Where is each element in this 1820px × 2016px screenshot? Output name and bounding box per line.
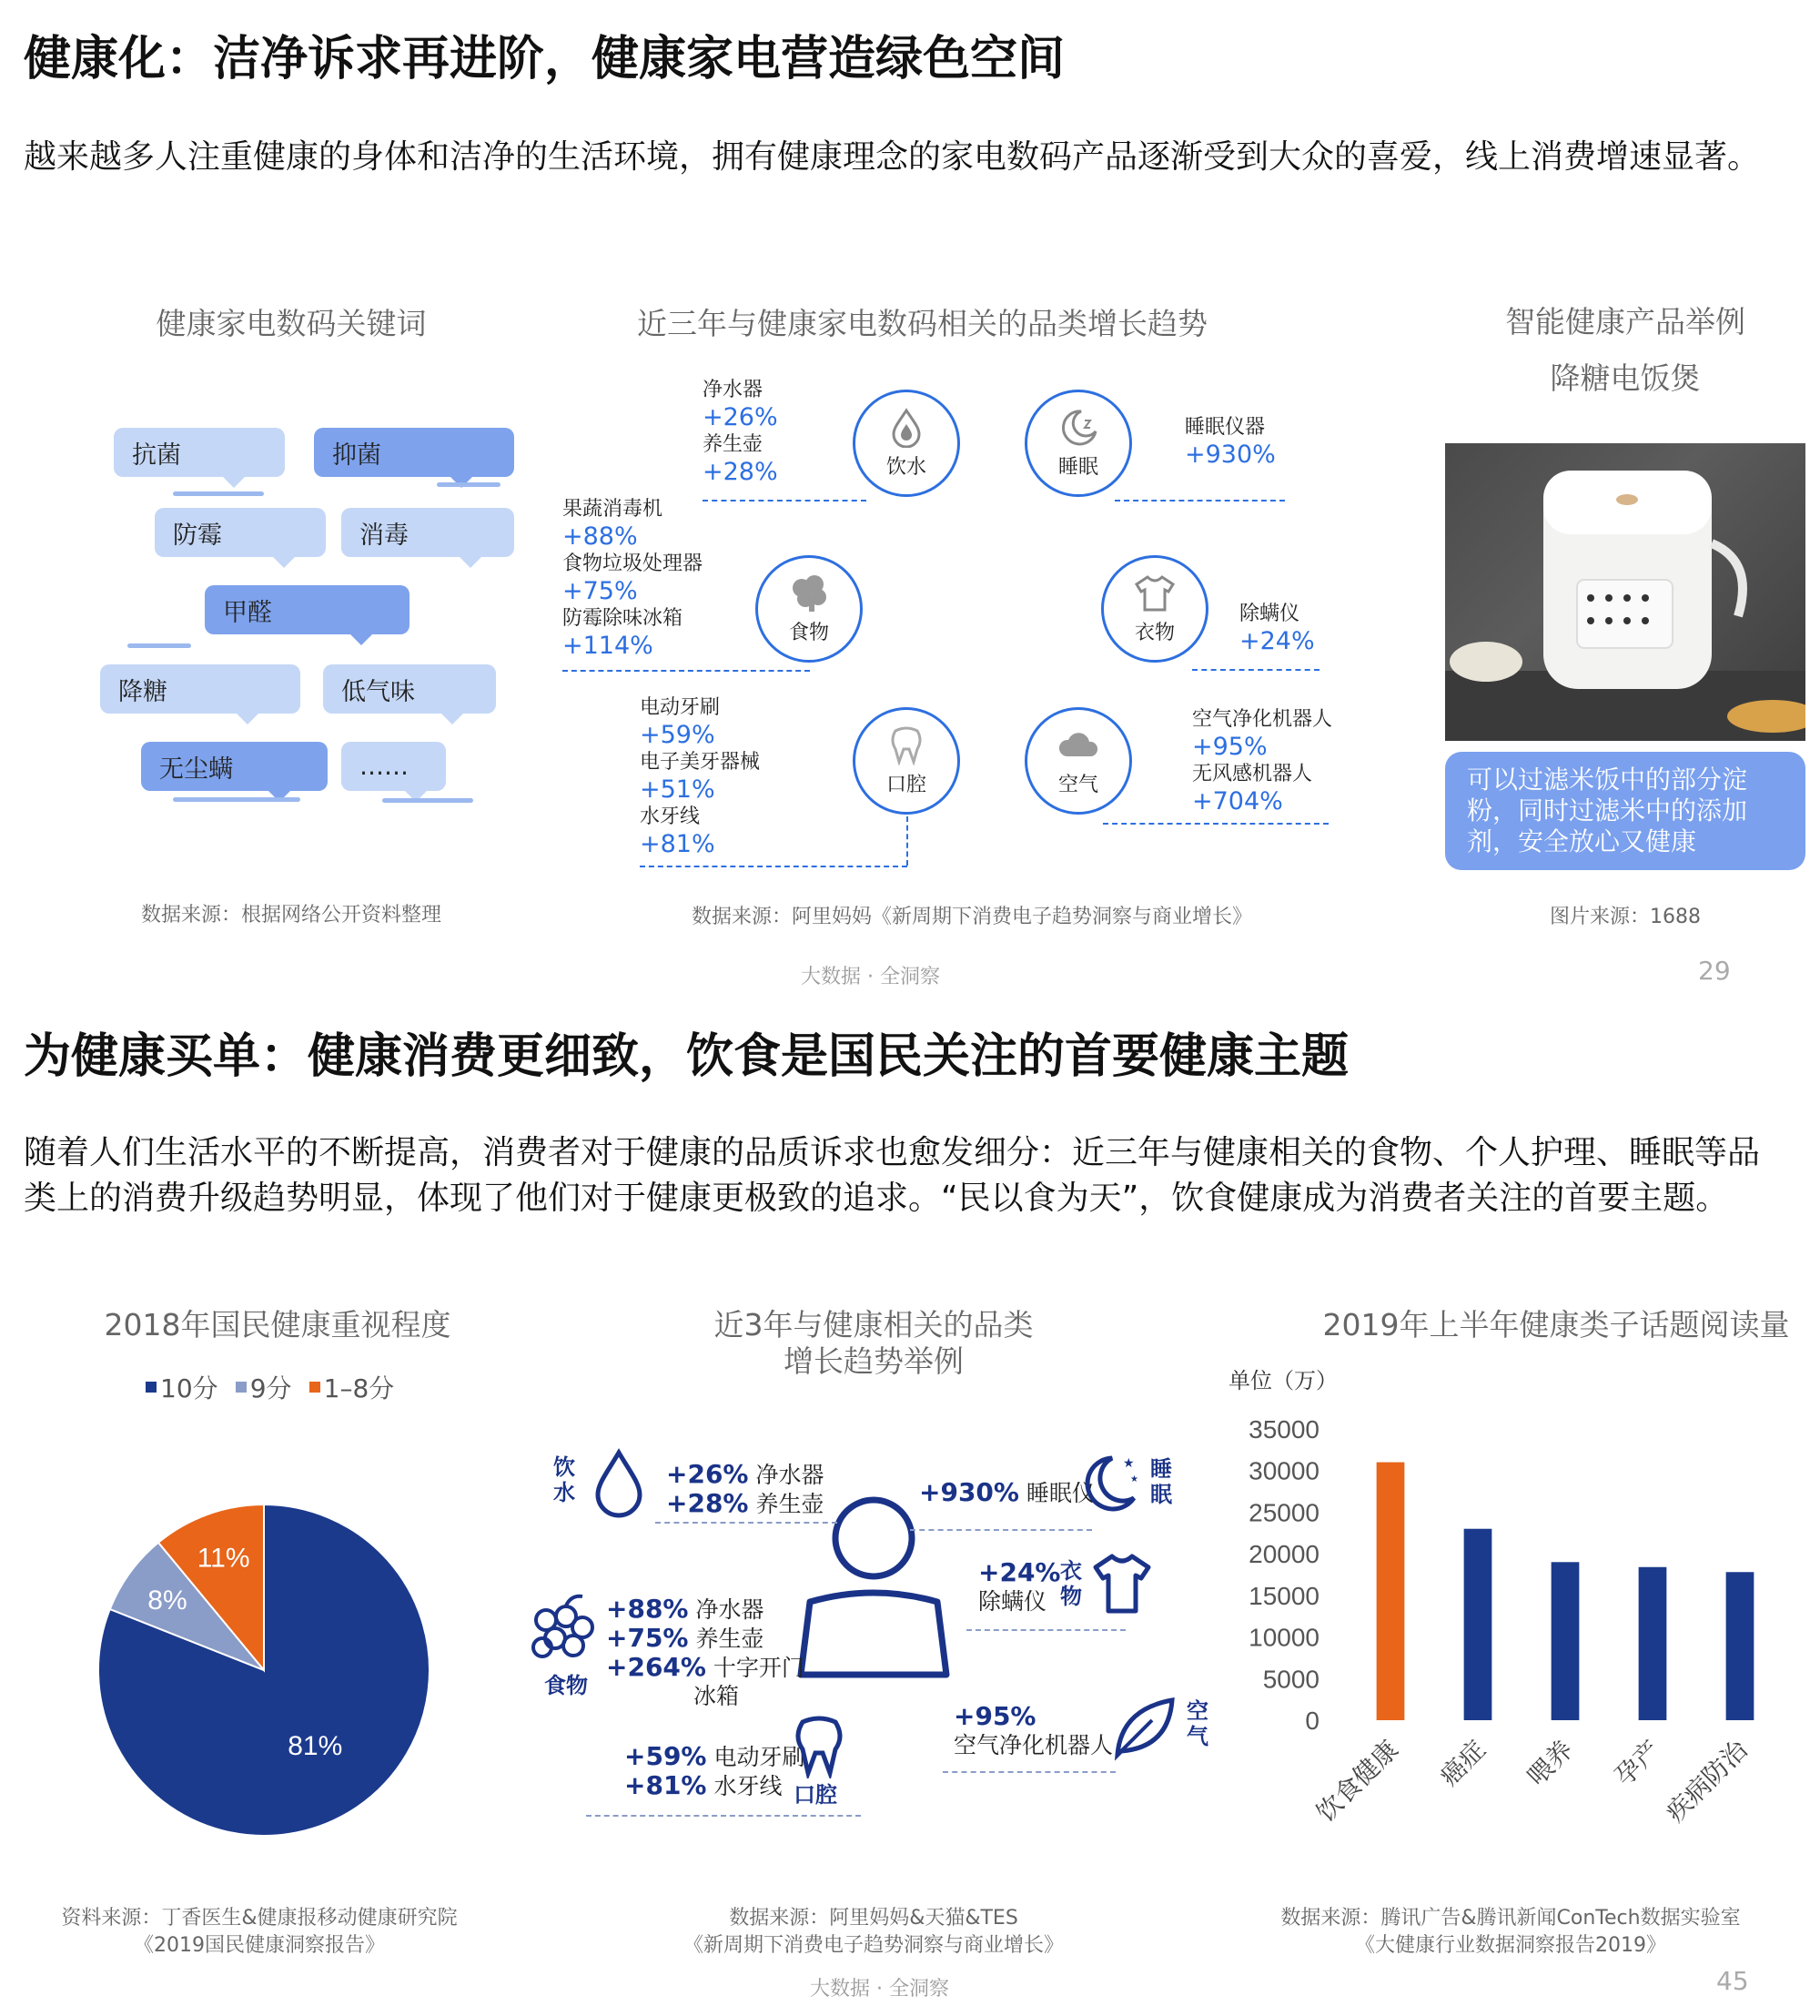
- sleep-category-label: 睡眠: [1150, 1456, 1172, 1507]
- sleep-circle: 睡眠: [1025, 390, 1132, 497]
- air-items: 空气净化机器人 +95% 无风感机器人 +704%: [1192, 708, 1333, 816]
- pie-legend: [146, 1369, 407, 1405]
- tshirt-icon: [1090, 1551, 1154, 1616]
- legend-item: 1–8分: [309, 1369, 395, 1405]
- dashed-line: [966, 1629, 1126, 1631]
- product-panel-title: 智能健康产品举例: [1505, 304, 1745, 339]
- food-items: 果蔬消毒机 +88% 食物垃圾处理器 +75% 防霉除味冰箱 +114%: [562, 498, 703, 660]
- dashed-line: [562, 670, 810, 672]
- y-tick-label: 35000: [1249, 1415, 1320, 1444]
- x-tick-label: 饮食健康: [1311, 1735, 1404, 1828]
- decor-line: [173, 797, 300, 802]
- page1-intro: 越来越多人注重健康的身体和洁净的生活环境，拥有健康理念的家电数码产品逐渐受到大众的喜爱，线上消费增速显著。: [24, 138, 1761, 176]
- page1-footer: 大数据 · 全洞察: [801, 966, 940, 988]
- oral-circle: 口腔: [853, 707, 960, 815]
- pie-source-2: 《2019国民健康洞察报告》: [134, 1934, 385, 1957]
- categories-source-2: 《新周期下消费电子趋势洞察与商业增长》: [682, 1934, 1064, 1957]
- bar: [1464, 1529, 1492, 1720]
- water-drop-icon: [587, 1447, 651, 1520]
- page2-number: 45: [1716, 1966, 1749, 1996]
- x-tick-label: 孕产: [1609, 1735, 1666, 1791]
- air-category-label: 空气: [1187, 1698, 1208, 1749]
- page1-number: 29: [1698, 956, 1731, 986]
- y-tick-label: 15000: [1249, 1581, 1320, 1610]
- decor-line: [437, 482, 500, 487]
- pie-source-1: 资料来源：丁香医生&健康报移动健康研究院: [61, 1907, 458, 1930]
- product-callout: 可以过滤米饭中的部分淀粉，同时过滤米中的添加剂，安全放心又健康: [1445, 752, 1805, 870]
- decor-line: [382, 798, 473, 803]
- pie-chart: [91, 1497, 437, 1843]
- x-tick-label: 疾病防治: [1661, 1735, 1754, 1828]
- dashed-line: [910, 1529, 1092, 1531]
- moon-clock-icon: [1057, 408, 1099, 448]
- categories-source-1: 数据来源：阿里妈妈&天猫&TES: [729, 1907, 1018, 1930]
- categories-title-1: 近3年与健康相关的品类: [713, 1307, 1034, 1342]
- product-source: 图片来源：1688: [1550, 906, 1701, 928]
- page2-title: 为健康买单：健康消费更细致，饮食是国民关注的首要健康主题: [24, 1029, 1350, 1084]
- keyword-bubble: 防霉: [155, 508, 326, 557]
- dashed-line: [1103, 823, 1329, 825]
- legend-item: 10分: [146, 1369, 218, 1405]
- bar-panel-title: 2019年上半年健康类子话题阅读量: [1322, 1307, 1790, 1342]
- bar-chart: [1228, 1402, 1811, 1857]
- food-circle: 食物: [755, 555, 863, 663]
- dashed-line: [1192, 669, 1320, 671]
- keyword-bubble: 降糖: [100, 664, 300, 714]
- rice-cooker-image: [1445, 443, 1805, 741]
- food-growth-lines: +88% 净水器 +75% 养生壶 +264% 十字开门 冰箱: [606, 1594, 804, 1709]
- product-subtitle: 降糖电饭煲: [1550, 360, 1701, 396]
- air-circle: 空气: [1025, 707, 1132, 815]
- svg-text:★: ★: [1130, 1474, 1138, 1484]
- oral-growth-lines: +59% 电动牙刷 +81% 水牙线: [624, 1741, 805, 1800]
- leaf-icon: [1108, 1691, 1181, 1764]
- clothes-category-label: 衣物: [1060, 1558, 1082, 1609]
- drink-growth-lines: +26% 净水器 +28% 养生壶: [666, 1459, 824, 1518]
- grapes-icon: [526, 1593, 599, 1669]
- drink-category-label: 饮水: [553, 1454, 575, 1505]
- legend-item: 9分: [236, 1369, 292, 1405]
- y-tick-label: 0: [1305, 1707, 1320, 1735]
- svg-text:★: ★: [1123, 1456, 1135, 1471]
- sleep-items: 睡眠仪器 +930%: [1185, 416, 1276, 469]
- drink-items: 净水器 +26% 养生壶 +28%: [703, 379, 778, 486]
- moon-stars-icon: [1081, 1451, 1141, 1516]
- clothes-circle: 衣物: [1101, 555, 1208, 663]
- bar-unit-label: 单位（万）: [1228, 1368, 1338, 1393]
- categories-title-2: 增长趋势举例: [784, 1343, 964, 1379]
- y-tick-label: 10000: [1249, 1623, 1320, 1652]
- tooth-icon: [792, 1715, 846, 1778]
- bar-source-2: 《大健康行业数据洞察报告2019》: [1355, 1934, 1666, 1957]
- clothes-growth-line: +24% 除螨仪: [978, 1557, 1061, 1615]
- pie-slice-label: 8%: [147, 1585, 187, 1616]
- dashed-line: [640, 866, 907, 867]
- trends-panel-title: 近三年与健康家电数码相关的品类增长趋势: [637, 306, 1208, 341]
- oral-items: 电动牙刷 +59% 电子美牙器械 +51% 水牙线 +81%: [640, 696, 761, 858]
- keywords-panel-title: 健康家电数码关键词: [156, 306, 427, 341]
- sleep-growth-line: +930% 睡眠仪: [919, 1477, 1095, 1507]
- keyword-bubble: 抑菌: [314, 428, 514, 477]
- keyword-bubble: 消毒: [341, 508, 514, 557]
- water-drop-icon: [888, 408, 925, 448]
- keyword-bubble: 抗菌: [114, 428, 285, 477]
- page2-footer: 大数据 · 全洞察: [810, 1978, 949, 2001]
- clothes-items: 除螨仪 +24%: [1239, 603, 1315, 655]
- y-tick-label: 20000: [1249, 1540, 1320, 1569]
- bar-source-1: 数据来源：腾讯广告&腾讯新闻ConTech数据实验室: [1280, 1907, 1741, 1930]
- dashed-line: [655, 1522, 837, 1524]
- y-tick-label: 25000: [1249, 1498, 1320, 1527]
- broccoli-icon: [787, 573, 831, 613]
- pie-panel-title: 2018年国民健康重视程度: [104, 1307, 451, 1342]
- tshirt-icon: [1132, 573, 1178, 613]
- y-tick-label: 5000: [1262, 1665, 1320, 1694]
- food-category-label: 食物: [544, 1673, 588, 1698]
- keyword-bubble: 低气味: [323, 664, 496, 714]
- oral-category-label: 口腔: [794, 1782, 837, 1808]
- drink-circle: 饮水: [853, 390, 960, 497]
- keyword-bubble: 无尘螨: [141, 742, 328, 791]
- dashed-line: [943, 1771, 1116, 1773]
- keyword-bubble: ……: [341, 742, 446, 791]
- dashed-line: [586, 1815, 861, 1817]
- keyword-bubble: 甲醛: [205, 585, 410, 634]
- pie-slice-label: 11%: [197, 1543, 250, 1574]
- y-tick-label: 30000: [1249, 1456, 1320, 1485]
- tooth-icon: [888, 725, 925, 765]
- decor-line: [173, 491, 264, 496]
- dashed-line: [703, 500, 866, 501]
- keywords-source: 数据来源：根据网络公开资料整理: [140, 904, 441, 927]
- page1-title: 健康化：洁净诉求再进阶，健康家电营造绿色空间: [24, 32, 1066, 86]
- bar: [1639, 1567, 1667, 1720]
- trends-source: 数据来源：阿里妈妈《新周期下消费电子趋势洞察与商业增长》: [692, 906, 1253, 928]
- page2-intro: 随着人们生活水平的不断提高，消费者对于健康的品质诉求也愈发细分：近三年与健康相关的食物、个人护理、睡眠等品类上的消费升级趋势明显，体现了他们对于健康更极致的追求。“民以食为天”，饮食健康成为消费者关注的首要主题。: [24, 1134, 1761, 1217]
- bar: [1552, 1562, 1580, 1720]
- cloud-icon: [1056, 725, 1101, 765]
- air-growth-line: +95% 空气净化机器人: [954, 1701, 1114, 1758]
- bar: [1377, 1463, 1405, 1720]
- x-tick-label: 喂养: [1522, 1735, 1579, 1791]
- dashed-line: [906, 816, 908, 866]
- x-tick-label: 癌症: [1434, 1735, 1491, 1791]
- decor-line: [127, 643, 191, 648]
- dashed-line: [1115, 500, 1285, 501]
- pie-slice-label: 81%: [288, 1730, 343, 1761]
- rice-cooker-photo: [1445, 443, 1805, 741]
- bar: [1726, 1572, 1754, 1720]
